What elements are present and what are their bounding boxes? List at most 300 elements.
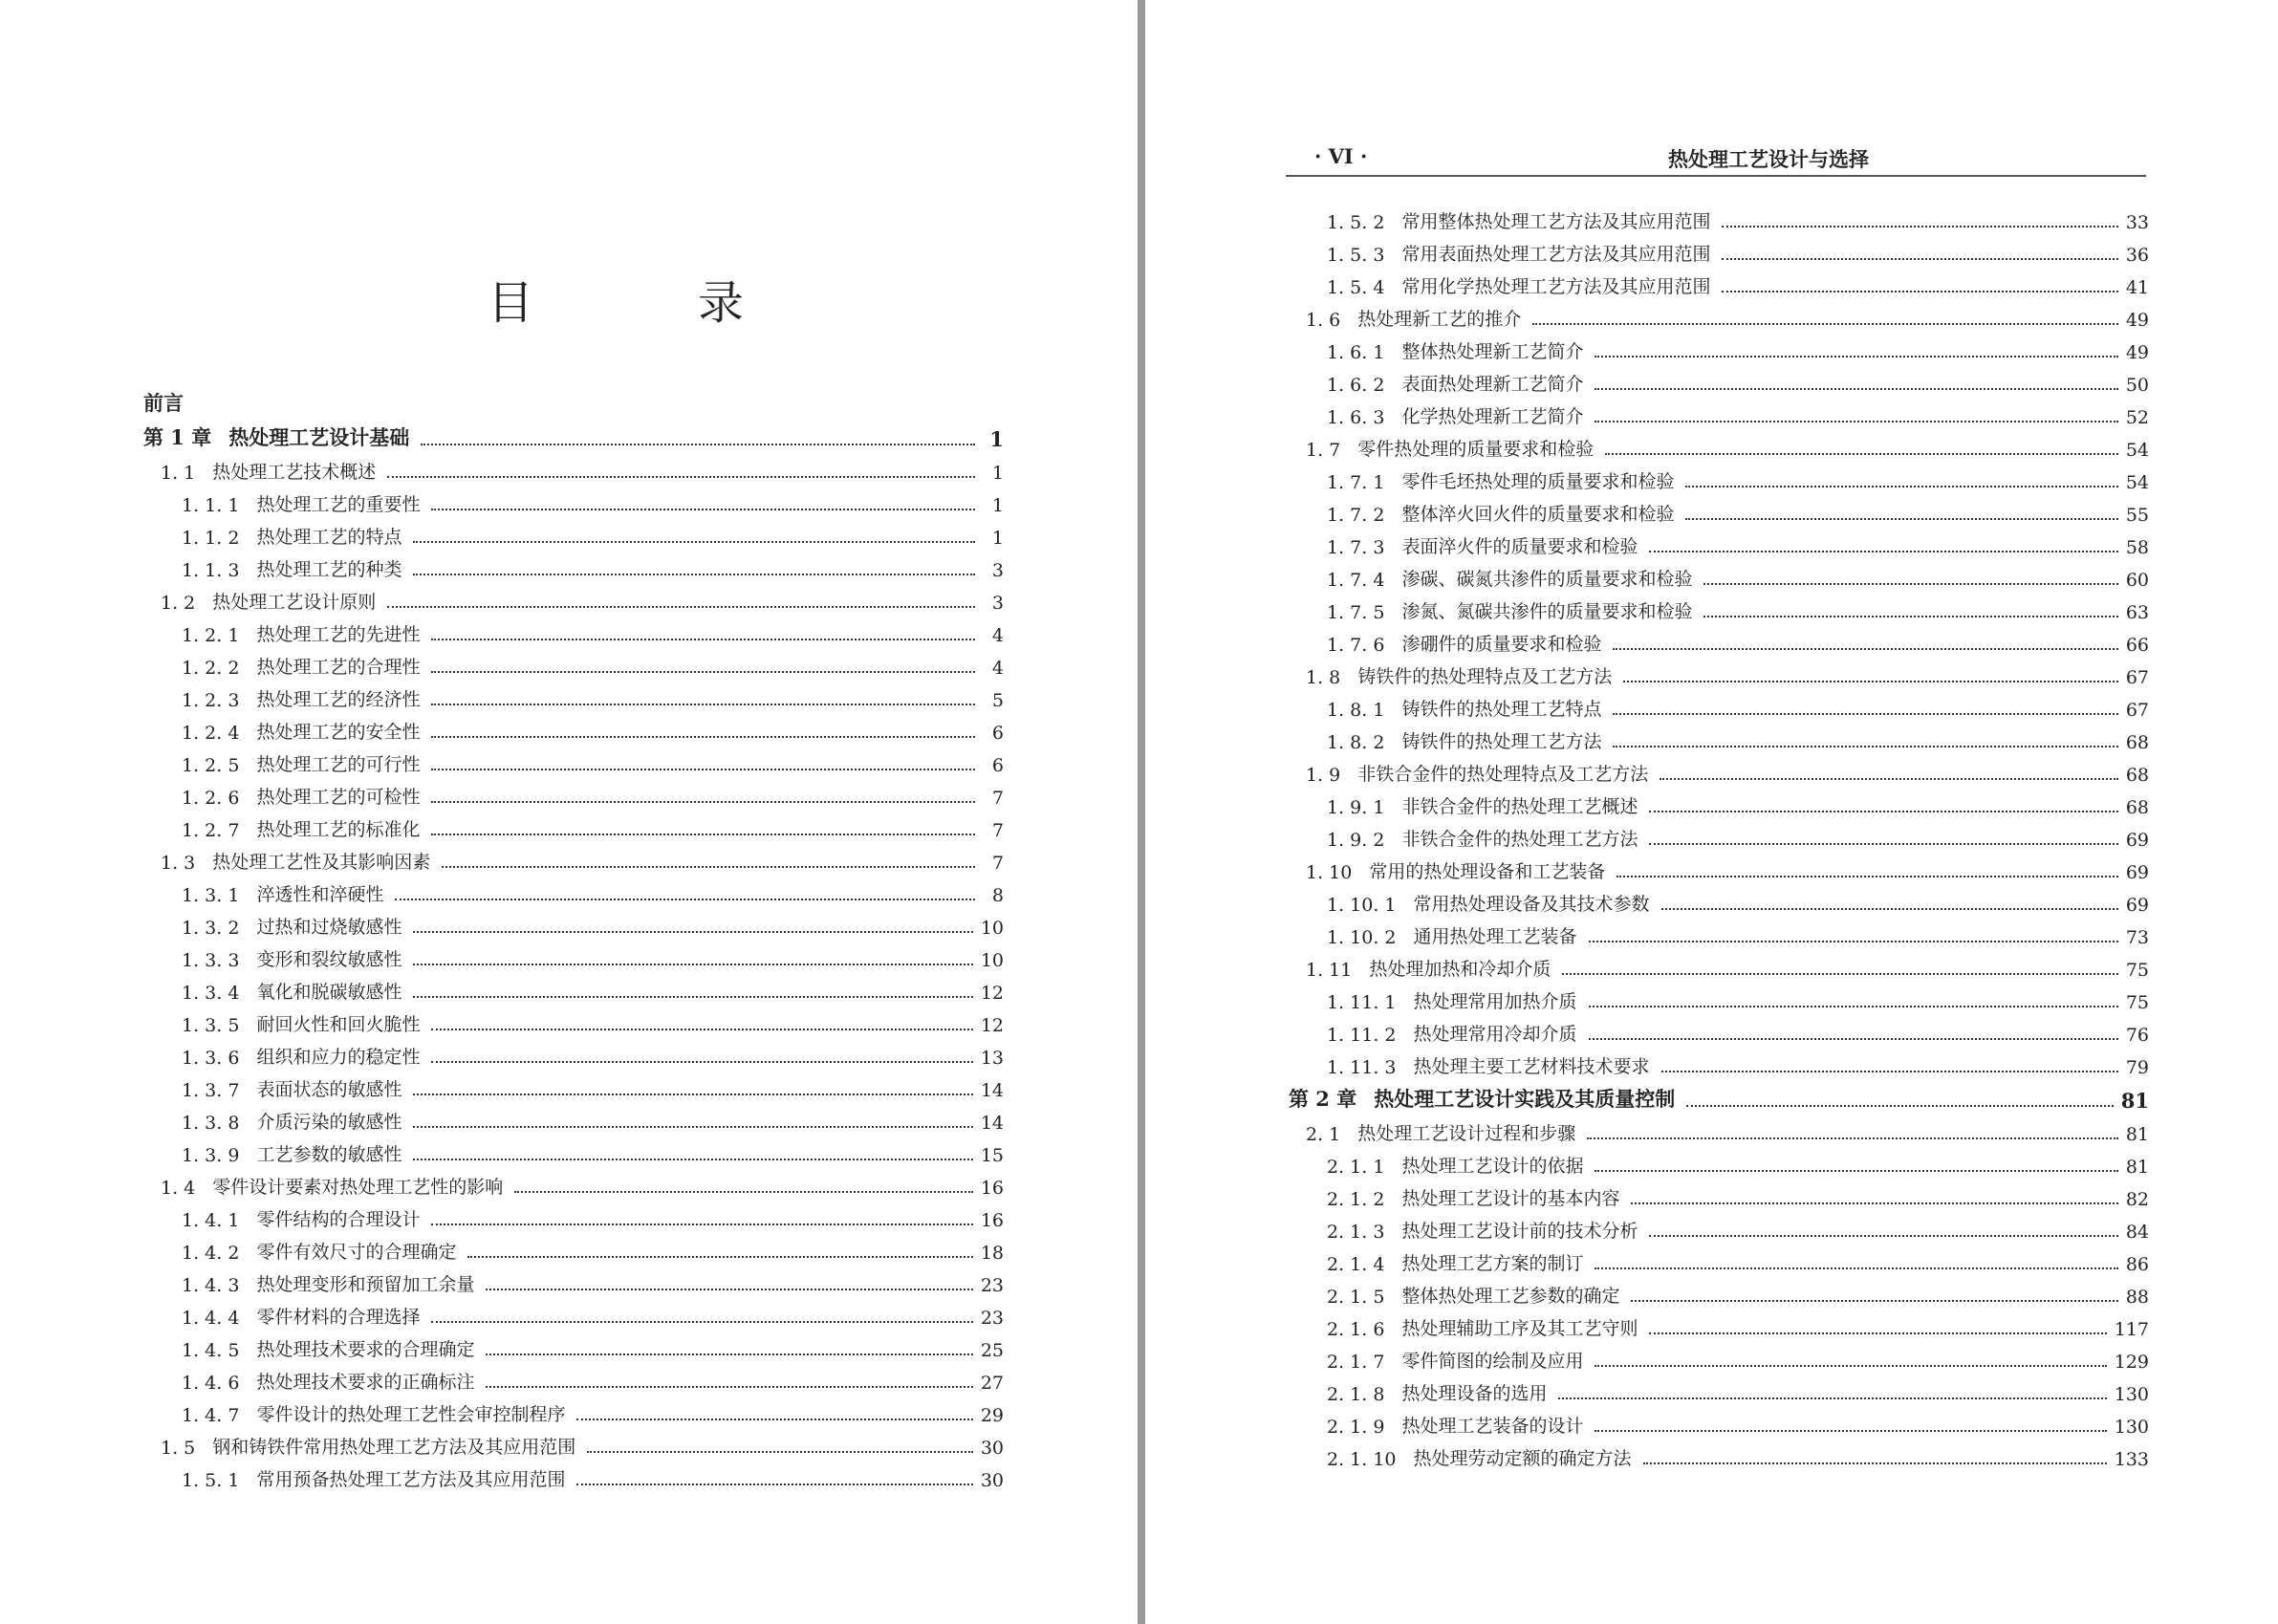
toc-entry-number: 1. 3. 3 [182,950,240,971]
toc-entry-title: 常用的热处理设备和工艺装备 [1369,861,1606,882]
toc-entry-title: 零件热处理的质量要求和检验 [1357,439,1595,460]
dot-leader [1589,1038,2118,1040]
dot-leader [1649,811,2117,812]
toc-entry-title: 工艺参数的敏感性 [256,1144,402,1165]
dot-leader [421,444,975,445]
toc-entry[interactable] [143,1296,1004,1329]
toc-entry-number: 1. 3. 1 [182,885,240,906]
toc-entry-title: 非铁合金件的热处理特点及工艺方法 [1357,764,1649,785]
toc-entry-page: 76 [2125,1025,2149,1046]
toc-entry[interactable] [1289,428,2149,461]
toc-entry[interactable] [143,679,1004,711]
toc-entry-title: 热处理工艺设计的基本内容 [1401,1188,1620,1209]
toc-entry[interactable] [1289,851,2149,883]
toc-entry-title: 热处理设备的选用 [1401,1383,1548,1404]
toc-entry-number: 2. 1. 3 [1327,1222,1385,1243]
dot-leader [1613,746,2117,747]
toc-entry-title: 表面热处理新工艺简介 [1401,374,1584,395]
toc-entry-number: 1. 3. 5 [182,1015,240,1036]
toc-entry-number: 1. 7. 3 [1327,537,1385,558]
toc-entry-page: 67 [2125,700,2149,721]
toc-entry[interactable] [143,1264,1004,1296]
toc-entry-number: 第 2 章 [1289,1087,1357,1111]
toc-entry[interactable] [143,906,1004,939]
toc-entry-page: 66 [2125,635,2149,656]
toc-entry-number: 1. 10. 1 [1327,895,1397,916]
toc-entry-page: 130 [2114,1417,2149,1438]
toc-entry[interactable] [1289,688,2149,721]
toc-entry-title: 热处理主要工艺材料技术要求 [1413,1056,1650,1077]
toc-entry[interactable] [1289,1178,2149,1210]
toc-entry-page: 33 [2125,212,2149,233]
toc-entry[interactable] [143,809,1004,841]
dot-leader [431,769,975,770]
toc-entry-page: 3 [991,593,1004,614]
toc-entry-page: 67 [2125,667,2149,688]
toc-entry[interactable] [143,1329,1004,1361]
toc-entry-title: 渗硼件的质量要求和检验 [1401,634,1602,655]
dot-leader [1703,583,2117,585]
toc-entry-title: 热处理工艺的种类 [256,559,402,580]
dot-leader [1685,486,2117,487]
dot-leader [486,1288,972,1290]
dot-leader [431,704,975,705]
toc-entry[interactable] [143,1394,1004,1426]
toc-entry[interactable] [1289,1145,2149,1178]
toc-entry-number: 2. 1. 2 [1327,1189,1385,1210]
dot-leader [1595,1365,2106,1367]
toc-entry-number: 1. 8 [1306,667,1341,688]
toc-entry-title: 零件有效尺寸的合理确定 [256,1242,457,1263]
toc-entry-number: 1. 7 [1306,440,1341,461]
toc-entry-number: 1. 3. 7 [182,1080,240,1101]
toc-entry-title: 热处理工艺设计原则 [212,592,377,613]
toc-entry[interactable] [1289,818,2149,851]
toc-entry[interactable] [143,417,1004,451]
dot-leader [1722,226,2117,227]
toc-entry-number: 1. 3. 2 [182,918,240,939]
toc-entry-page: 41 [2125,277,2149,298]
dot-leader [431,1061,972,1063]
toc-entry[interactable] [1289,493,2149,526]
toc-entry[interactable] [1289,916,2149,948]
toc-entry-title: 热处理工艺技术概述 [212,462,377,483]
toc-entry-title: 非铁合金件的热处理工艺概述 [1401,796,1638,817]
toc-entry-page: 50 [2125,375,2149,396]
toc-entry-number: 1. 7. 2 [1327,505,1385,526]
dot-leader [413,574,975,575]
toc-entry[interactable] [143,581,1004,614]
toc-entry-title: 过热和过烧敏感性 [256,917,402,938]
toc-entry-page: 23 [980,1275,1004,1296]
toc-entry[interactable] [1289,558,2149,591]
toc-entry-page: 8 [991,885,1004,906]
toc-entry-title: 热处理劳动定额的确定方法 [1413,1448,1632,1469]
toc-entry-page: 79 [2125,1057,2149,1078]
dot-leader [1589,1006,2118,1007]
dot-leader [467,1256,972,1258]
dot-leader [1595,1430,2106,1432]
toc-entry-number: 1. 6. 3 [1327,407,1385,428]
toc-entry[interactable] [143,1036,1004,1069]
toc-entry[interactable] [143,744,1004,776]
toc-entry[interactable] [1289,461,2149,493]
dot-leader [1623,681,2118,682]
toc-entry-page: 88 [2125,1287,2149,1308]
dot-leader [587,1451,973,1453]
toc-entry-page: 13 [980,1048,1004,1069]
toc-entry-number: 1. 5. 3 [1327,245,1385,266]
toc-entry[interactable] [1289,948,2149,981]
toc-entry-page: 54 [2125,472,2149,493]
dot-leader [1649,1235,2117,1237]
toc-entry[interactable] [143,1069,1004,1101]
dot-leader [1722,258,2117,260]
toc-entry-page: 6 [991,723,1004,744]
toc-entry-number: 1. 1. 1 [182,495,240,516]
toc-entry-number: 1. 8. 2 [1327,732,1385,753]
toc-entry-number: 1. 7. 1 [1327,472,1385,493]
toc-entry-title: 非铁合金件的热处理工艺方法 [1401,829,1638,850]
dot-leader [431,671,975,673]
toc-entry-number: 2. 1. 6 [1327,1319,1385,1340]
toc-entry-number: 1. 9. 2 [1327,830,1385,851]
toc-entry-title: 热处理工艺装备的设计 [1401,1416,1584,1437]
toc-entry-page: 68 [2125,797,2149,818]
toc-entry-number: 1. 3. 8 [182,1113,240,1134]
toc-entry[interactable] [143,1166,1004,1199]
toc-entry[interactable] [143,484,1004,516]
toc-entry-number: 2. 1. 5 [1327,1287,1385,1308]
toc-entry-page: 75 [2125,960,2149,981]
toc-entry-page: 82 [2125,1189,2149,1210]
toc-entry-number: 1. 9. 1 [1327,797,1385,818]
toc-entry-title: 热处理常用加热介质 [1413,991,1577,1012]
dot-leader [1649,843,2117,845]
dot-leader [1595,1267,2117,1269]
toc-entry[interactable] [143,1134,1004,1166]
toc-entry[interactable] [1289,753,2149,786]
toc-entry-number: 1. 6. 1 [1327,342,1385,363]
toc-entry-number: 2. 1. 7 [1327,1352,1385,1373]
toc-entry[interactable] [143,614,1004,646]
toc-entry-page: 15 [980,1145,1004,1166]
toc-entry[interactable] [1289,721,2149,753]
toc-list-left [143,382,1004,1491]
dot-leader [413,541,975,543]
toc-entry-number: 1. 2. 1 [182,625,240,646]
dot-leader [1722,291,2117,292]
dot-leader [413,1126,972,1128]
toc-entry[interactable] [143,516,1004,549]
toc-entry-number: 1. 3 [161,853,196,874]
toc-entry-title: 整体热处理工艺参数的确定 [1401,1286,1620,1307]
toc-entry-title: 常用热处理设备及其技术参数 [1413,894,1650,915]
toc-entry-title: 零件材料的合理选择 [256,1307,421,1328]
toc-entry-title: 热处理工艺的可检性 [256,787,421,808]
toc-entry-title: 化学热处理新工艺简介 [1401,406,1584,427]
toc-entry-page: 10 [980,950,1004,971]
toc-entry[interactable] [1289,1013,2149,1046]
toc-entry[interactable] [143,776,1004,809]
dot-leader [1661,908,2118,910]
toc-entry-title: 热处理辅助工序及其工艺守则 [1401,1318,1638,1339]
toc-entry[interactable] [1289,1405,2149,1438]
dot-leader [1661,1071,2118,1072]
dot-leader [514,1191,973,1193]
toc-entry-page: 23 [980,1308,1004,1329]
toc-entry[interactable] [143,939,1004,971]
toc-entry-title: 热处理工艺的合理性 [256,657,421,678]
toc-entry-title: 零件毛坯热处理的质量要求和检验 [1401,471,1675,492]
toc-entry-number: 1. 2. 6 [182,788,240,809]
toc-entry[interactable] [143,971,1004,1004]
toc-entry[interactable] [1289,1078,2149,1113]
toc-entry[interactable] [1289,526,2149,558]
toc-entry[interactable] [143,1459,1004,1491]
toc-entry-page: 68 [2125,765,2149,786]
toc-entry-page: 58 [2125,537,2149,558]
dot-leader [413,1158,972,1160]
toc-entry-title: 常用化学热处理工艺方法及其应用范围 [1401,276,1711,297]
toc-entry-title: 铸铁件的热处理特点及工艺方法 [1357,666,1613,687]
toc-entry[interactable] [1289,1438,2149,1470]
toc-entry[interactable] [143,874,1004,906]
toc-entry-page: 75 [2125,992,2149,1013]
toc-entry-page: 14 [980,1113,1004,1134]
dot-leader [1649,1332,2106,1334]
toc-entry-page: 1 [991,528,1004,549]
running-header [1286,137,2146,177]
toc-list-right [1289,201,2149,1470]
dot-leader [1631,1202,2117,1204]
dot-leader [1686,1105,2114,1107]
toc-entry-number: 1. 1. 3 [182,560,240,581]
toc-entry-title: 热处理工艺的重要性 [256,494,421,515]
dot-leader [1616,876,2117,877]
toc-entry[interactable] [1289,1113,2149,1145]
dot-leader [1605,453,2118,455]
toc-entry-number: 1. 10 [1306,862,1353,883]
toc-entry[interactable] [1289,1046,2149,1078]
toc-entry-number: 1. 11. 2 [1327,1025,1397,1046]
toc-entry-title: 热处理技术要求的合理确定 [256,1339,475,1360]
toc-entry[interactable] [1289,591,2149,623]
toc-entry-number: 2. 1. 9 [1327,1417,1385,1438]
dot-leader [576,1483,972,1485]
dot-leader [431,834,975,835]
toc-entry-page: 14 [980,1080,1004,1101]
toc-entry-page: 130 [2114,1384,2149,1405]
toc-entry-number: 2. 1. 8 [1327,1384,1385,1405]
dot-leader [413,1093,972,1095]
dot-leader [1595,356,2117,357]
toc-entry[interactable] [1289,1308,2149,1340]
toc-entry-title: 热处理技术要求的正确标注 [256,1372,475,1393]
toc-entry[interactable] [143,451,1004,484]
toc-entry[interactable] [1289,298,2149,331]
toc-entry-number: 1. 4. 3 [182,1275,240,1296]
dot-leader [1613,713,2117,715]
toc-entry-number: 1. 4. 2 [182,1243,240,1264]
toc-entry[interactable] [1289,981,2149,1013]
toc-entry-title: 零件设计要素对热处理工艺性的影响 [212,1177,504,1198]
toc-entry-number: 1. 5. 1 [182,1470,240,1491]
toc-entry-page: 86 [2125,1254,2149,1275]
toc-entry-page: 29 [980,1405,1004,1426]
toc-entry-title: 组织和应力的稳定性 [256,1047,421,1068]
dot-leader [431,1321,972,1323]
left-page [0,0,1138,1624]
toc-entry-number: 1. 2 [161,593,196,614]
toc-entry-page: 133 [2114,1449,2149,1470]
dot-leader [1703,616,2117,617]
dot-leader [1685,518,2117,520]
toc-entry-page: 12 [980,983,1004,1004]
toc-entry-title: 热处理工艺的经济性 [256,689,421,710]
toc-entry-page: 30 [980,1470,1004,1491]
toc-entry-title: 常用预备热处理工艺方法及其应用范围 [256,1469,566,1490]
toc-entry-number: 1. 7. 5 [1327,602,1385,623]
toc-entry[interactable] [143,646,1004,679]
toc-entry-number: 1. 2. 5 [182,755,240,776]
toc-entry[interactable] [1289,363,2149,396]
toc-entry-page: 69 [2125,830,2149,851]
toc-entry-page: 7 [991,853,1004,874]
toc-entry[interactable] [1289,1373,2149,1405]
toc-entry-number: 2. 1. 1 [1327,1157,1385,1178]
dot-leader [431,509,975,510]
toc-entry-title: 铸铁件的热处理工艺特点 [1401,699,1602,720]
toc-entry-page: 1 [991,463,1004,484]
toc-entry-title: 整体热处理新工艺简介 [1401,341,1584,362]
dot-leader [1595,388,2117,390]
toc-entry-page: 81 [2120,1089,2149,1113]
toc-entry[interactable] [143,1101,1004,1134]
toc-entry-page: 4 [991,625,1004,646]
toc-entry-number: 1. 7. 4 [1327,570,1385,591]
toc-entry-title: 热处理加热和冷却介质 [1369,959,1551,980]
toc-entry-title: 零件设计的热处理工艺性会审控制程序 [256,1404,566,1425]
toc-entry-title: 热处理工艺设计的依据 [1401,1156,1584,1177]
toc-entry-number: 1. 11. 1 [1327,992,1397,1013]
toc-entry[interactable] [143,1004,1004,1036]
dot-leader [431,801,975,803]
toc-entry-page: 81 [2125,1124,2149,1145]
toc-entry[interactable] [143,549,1004,581]
toc-entry-page: 7 [991,788,1004,809]
dot-leader [442,866,975,868]
dot-leader [1562,973,2117,975]
toc-entry[interactable] [1289,1243,2149,1275]
toc-entry[interactable] [1289,201,2149,233]
toc-entry-page: 1 [991,495,1004,516]
toc-entry-page: 81 [2125,1157,2149,1178]
toc-entry-title: 热处理工艺的安全性 [256,722,421,743]
dot-leader [413,964,972,965]
toc-entry-title: 热处理工艺性及其影响因素 [212,852,431,873]
dot-leader [1660,778,2118,780]
toc-entry[interactable] [1289,883,2149,916]
toc-entry-page: 54 [2125,440,2149,461]
toc-entry-number: 2. 1. 4 [1327,1254,1385,1275]
toc-entry-page: 117 [2114,1319,2149,1340]
toc-entry-page: 68 [2125,732,2149,753]
toc-entry-title: 介质污染的敏感性 [256,1112,402,1133]
toc-entry-page: 4 [991,658,1004,679]
right-page [1145,0,2278,1624]
toc-entry[interactable] [143,1231,1004,1264]
toc-entry-title: 热处理工艺设计前的技术分析 [1401,1221,1638,1242]
toc-entry-number: 2. 1. 10 [1327,1449,1397,1470]
toc-entry[interactable] [1289,331,2149,363]
toc-entry-title: 氧化和脱碳敏感性 [256,982,402,1003]
toc-entry-page: 16 [980,1210,1004,1231]
toc-entry[interactable] [143,1199,1004,1231]
toc-entry[interactable] [1289,266,2149,298]
toc-entry-page: 10 [980,918,1004,939]
dot-leader [431,1223,972,1225]
dot-leader [1631,1300,2117,1302]
toc-entry[interactable] [1289,1340,2149,1373]
toc-entry[interactable] [143,711,1004,744]
toc-entry[interactable] [1289,786,2149,818]
toc-entry-number: 1. 5 [161,1438,196,1459]
toc-entry-title: 渗碳、碳氮共渗件的质量要求和检验 [1401,569,1693,590]
toc-entry-title: 钢和铸铁件常用热处理工艺方法及其应用范围 [212,1437,576,1458]
toc-entry-title: 通用热处理工艺装备 [1413,926,1577,947]
toc-entry-title: 常用表面热处理工艺方法及其应用范围 [1401,244,1711,265]
toc-entry-page: 55 [2125,505,2149,526]
toc-entry[interactable] [143,382,1004,417]
toc-entry-page: 12 [980,1015,1004,1036]
toc-entry[interactable] [143,1361,1004,1394]
toc-entry[interactable] [1289,1275,2149,1308]
toc-entry-page: 84 [2125,1222,2149,1243]
toc-entry-page: 1 [989,427,1004,451]
dot-leader [486,1353,972,1355]
toc-entry[interactable] [143,841,1004,874]
toc-entry-number: 1. 4. 5 [182,1340,240,1361]
dot-leader [1643,1462,2107,1464]
toc-entry[interactable] [1289,656,2149,688]
toc-entry-number: 1. 10. 2 [1327,927,1397,948]
toc-entry[interactable] [1289,623,2149,656]
toc-entry-title: 热处理新工艺的推介 [1357,309,1522,330]
toc-entry-page: 36 [2125,245,2149,266]
dot-leader [413,931,972,933]
toc-entry-page: 16 [980,1178,1004,1199]
toc-entry[interactable] [143,1426,1004,1459]
toc-entry[interactable] [1289,396,2149,428]
toc-entry-number: 1. 2. 4 [182,723,240,744]
toc-entry-number: 1. 4 [161,1178,196,1199]
toc-entry-number: 1. 6 [1306,310,1341,331]
toc-entry-title: 整体淬火回火件的质量要求和检验 [1401,504,1675,525]
toc-entry-number: 1. 4. 7 [182,1405,240,1426]
toc-entry[interactable] [1289,233,2149,266]
dot-leader [431,1029,972,1030]
toc-entry[interactable] [1289,1210,2149,1243]
toc-entry-page: 60 [2125,570,2149,591]
toc-entry-page: 69 [2125,895,2149,916]
toc-entry-page: 52 [2125,407,2149,428]
dot-leader [1595,421,2117,422]
dot-leader [395,899,975,900]
dot-leader [486,1386,972,1388]
toc-entry-page: 49 [2125,310,2149,331]
toc-entry-page: 30 [980,1438,1004,1459]
